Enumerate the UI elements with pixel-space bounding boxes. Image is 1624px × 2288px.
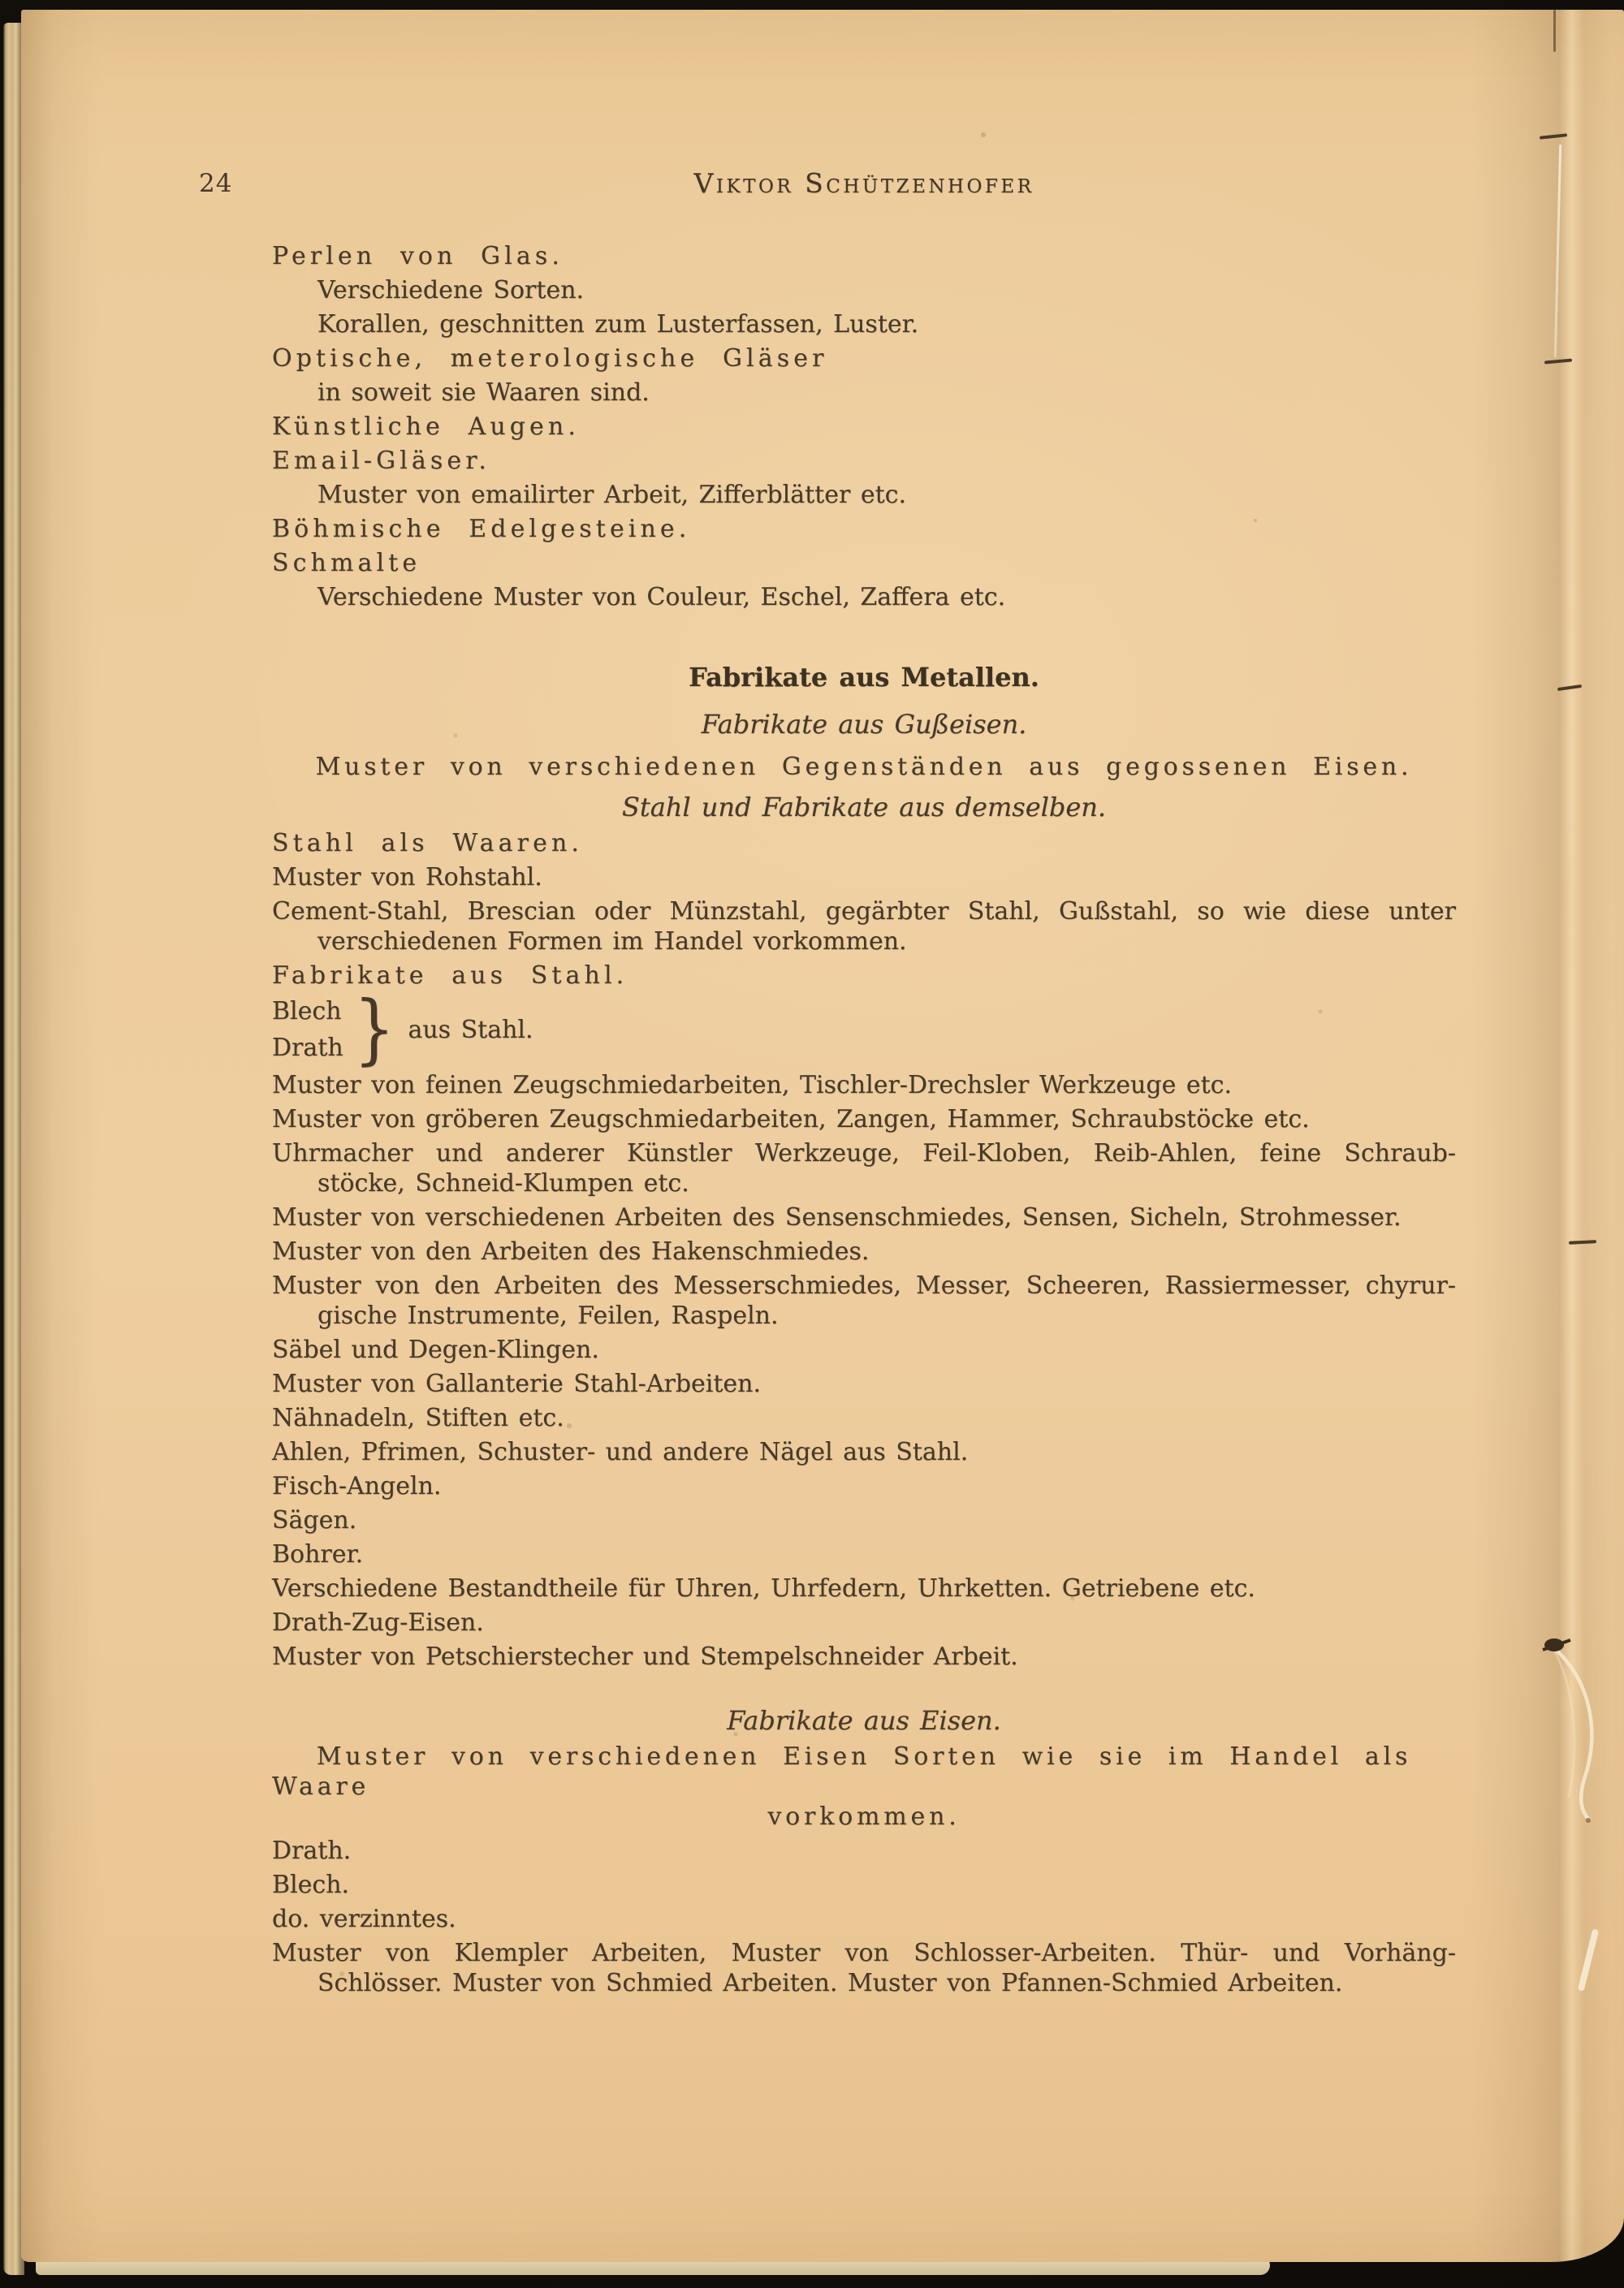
catalog-entry xyxy=(272,446,1456,476)
catalog-subentry xyxy=(272,309,1456,339)
catalog-entry xyxy=(272,1104,1456,1134)
text-line: Perlen von Glas. xyxy=(272,242,564,270)
text-line: Muster von Klempler Arbeiten, Muster von Schlosser-Arbeiten. Thür- und Vorhäng- xyxy=(272,1939,1456,1967)
catalog-entry xyxy=(272,1202,1456,1232)
text-line: Muster von den Arbeiten des Hakenschmiedes. xyxy=(272,1237,870,1266)
text-line: Muster von feinen Zeugschmiedarbeiten, Tischler-Drechsler Werkzeuge etc. xyxy=(272,1071,1233,1099)
text-line: Muster von gröberen Zeugschmiedarbeiten, Zangen, Hammer, Schraubstöcke etc. xyxy=(272,1105,1310,1133)
catalog-entry xyxy=(272,412,1456,442)
text-line: Säbel und Degen-Klingen. xyxy=(272,1336,599,1364)
text-line: Blech. xyxy=(272,1871,350,1899)
centered-entry xyxy=(272,752,1456,782)
text-line: Fabrikate aus Gußeisen. xyxy=(701,709,1027,740)
text-line: Fabrikate aus Stahl. xyxy=(272,961,628,990)
catalog-entry xyxy=(272,1237,1456,1267)
text-line: Verschiedene Bestandtheile für Uhren, Uhrfedern, Uhrketten. Getriebene etc. xyxy=(272,1574,1255,1603)
catalog-entry xyxy=(272,241,1456,271)
text-line: Muster von verschiedenen Eisen Sorten wie sie im Handel als Waare xyxy=(272,1742,1412,1801)
text-line: Verschiedene Muster von Couleur, Eschel, Zaffera etc. xyxy=(317,583,1006,611)
text-line: Schlösser. Muster von Schmied Arbeiten. Muster von Pfannen-Schmied Arbeiten. xyxy=(317,1969,1343,1997)
text-line: Uhrmacher und anderer Künstler Werkzeuge, Feil-Kloben, Reib-Ahlen, feine Schraub- xyxy=(272,1139,1456,1168)
text-line: Drath xyxy=(272,1034,343,1062)
running-header-title: Viktor Schützenhofer xyxy=(693,167,1034,199)
catalog-entry xyxy=(272,1138,1456,1198)
catalog-subentry xyxy=(272,480,1456,510)
binding-thread-stub xyxy=(1553,10,1556,52)
text-line: Böhmische Edelgesteine. xyxy=(272,515,691,543)
catalog-entry xyxy=(272,961,1456,991)
text-line: Email-Gläser. xyxy=(272,447,491,475)
catalog-entry xyxy=(272,1403,1456,1433)
text-line: stöcke, Schneid-Klumpen etc. xyxy=(317,1169,689,1198)
section-title xyxy=(272,663,1456,693)
text-line: Muster von Gallanterie Stahl-Arbeiten. xyxy=(272,1370,762,1398)
text-line: gische Instrumente, Feilen, Raspeln. xyxy=(317,1302,779,1330)
brace-label: aus Stahl. xyxy=(408,1015,533,1044)
text-line: Blech xyxy=(272,997,342,1025)
text-line: Muster von Rohstahl. xyxy=(272,863,542,891)
text-line: Stahl und Fabrikate aus demselben. xyxy=(621,792,1107,822)
text-line: Nähnadeln, Stiften etc. xyxy=(272,1404,564,1432)
page-fold-shadow xyxy=(1470,10,1624,2262)
catalog-entry xyxy=(272,1539,1456,1569)
text-line: verschiedenen Formen im Handel vorkommen. xyxy=(317,927,907,956)
catalog-entry xyxy=(272,896,1456,956)
brace-word-column xyxy=(272,993,343,1066)
catalog-entry xyxy=(272,1642,1456,1672)
catalog-entry xyxy=(272,1938,1456,1998)
catalog-entry xyxy=(272,1608,1456,1638)
thread-end-dot xyxy=(1586,1818,1591,1823)
brace-group xyxy=(272,984,1456,1073)
section-heading xyxy=(272,1706,1456,1736)
text-line: Stahl als Waaren. xyxy=(272,829,584,857)
text-line: Fabrikate aus Metallen. xyxy=(689,662,1039,693)
text-line: Sägen. xyxy=(272,1506,357,1535)
text-line: Ahlen, Pfrimen, Schuster- und andere Nägel aus Stahl. xyxy=(272,1438,969,1466)
page-number: 24 xyxy=(199,169,233,198)
catalog-entry xyxy=(272,862,1456,892)
catalog-entry xyxy=(272,1335,1456,1365)
scanned-book-page xyxy=(21,10,1624,2262)
text-line: Drath. xyxy=(272,1837,352,1865)
text-line: vorkommen. xyxy=(767,1802,961,1831)
text-line: Drath-Zug-Eisen. xyxy=(272,1608,484,1637)
section-subtitle xyxy=(272,710,1456,740)
catalog-entry xyxy=(272,1437,1456,1467)
text-line: Korallen, geschnitten zum Lusterfassen, Luster. xyxy=(317,310,919,339)
catalog-entry xyxy=(272,343,1456,373)
catalog-entry xyxy=(272,1904,1456,1934)
catalog-subentry xyxy=(272,275,1456,305)
text-line: Muster von verschiedenen Arbeiten des Sensenschmiedes, Sensen, Sicheln, Strohmesser. xyxy=(272,1203,1402,1232)
text-line: Verschiedene Sorten. xyxy=(317,276,585,304)
text-line: Optische, meterologische Gläser xyxy=(272,344,828,373)
right-brace-icon: } xyxy=(353,984,395,1073)
catalog-entry xyxy=(272,548,1456,578)
paper-specks xyxy=(0,0,2,2)
text-line: Muster von den Arbeiten des Messerschmiedes, Messer, Scheeren, Rassiermesser, chyrur- xyxy=(272,1271,1456,1300)
catalog-entry xyxy=(272,1471,1456,1501)
text-line: do. verzinntes. xyxy=(272,1905,456,1933)
text-line: Schmalte xyxy=(272,549,421,577)
catalog-entry xyxy=(272,1369,1456,1399)
text-line: Bohrer. xyxy=(272,1540,364,1569)
catalog-entry xyxy=(272,1870,1456,1900)
text-line: Fisch-Angeln. xyxy=(272,1472,442,1500)
text-line: Cement-Stahl, Brescian oder Münzstahl, gegärbter Stahl, Gußstahl, so wie diese unter xyxy=(272,897,1456,926)
text-line: Muster von Petschierstecher und Stempelschneider Arbeit. xyxy=(272,1643,1018,1671)
running-header-row xyxy=(199,167,1456,203)
text-line: Fabrikate aus Eisen. xyxy=(727,1705,1001,1736)
catalog-entry xyxy=(272,514,1456,544)
catalog-entry xyxy=(272,1574,1456,1604)
catalog-entry xyxy=(272,1271,1456,1331)
catalog-entry xyxy=(272,1505,1456,1535)
page-text-block xyxy=(272,237,1456,1998)
text-line: Künstliche Augen. xyxy=(272,412,580,441)
text-line: in soweit sie Waaren sind. xyxy=(317,378,650,407)
catalog-entry xyxy=(272,1070,1456,1100)
catalog-entry xyxy=(272,828,1456,858)
centered-entry xyxy=(272,1742,1456,1832)
thread-curve xyxy=(1553,1647,1592,1820)
section-heading xyxy=(272,792,1456,822)
binding-thread-bottom xyxy=(1541,1634,1622,1833)
text-line: Muster von emailirter Arbeit, Zifferblätter etc. xyxy=(317,481,906,509)
text-line: Muster von verschiedenen Gegenständen aus gegossenen Eisen. xyxy=(315,753,1413,781)
catalog-entry xyxy=(272,1836,1456,1866)
catalog-subentry xyxy=(272,582,1456,612)
catalog-subentry xyxy=(272,378,1456,408)
